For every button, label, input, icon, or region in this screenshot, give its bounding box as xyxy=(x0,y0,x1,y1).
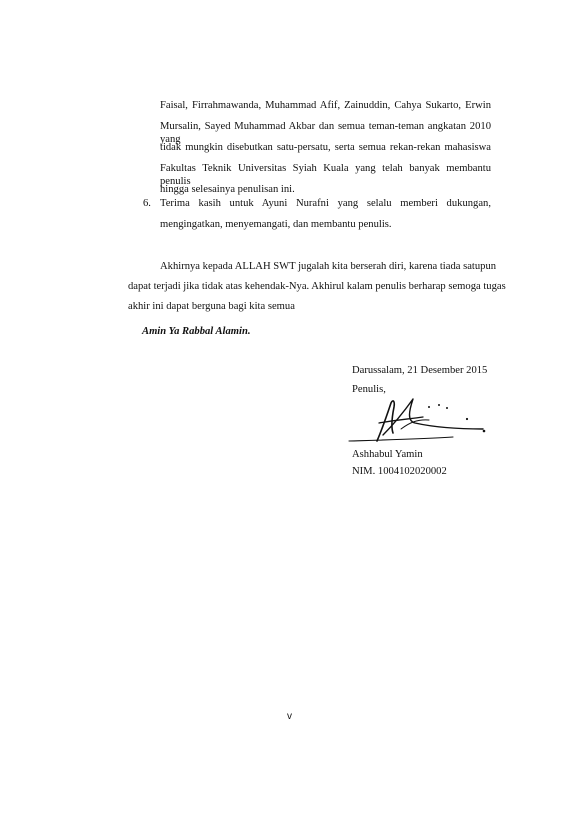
paragraph-line: Akhirnya kepada ALLAH SWT jugalah kita berserah diri, karena tiada satupun xyxy=(160,261,497,272)
list-line: Faisal, Firrahmawanda, Muhammad Afif, Zainuddin, Cahya Sukarto, Erwin xyxy=(160,100,491,111)
handwritten-signature xyxy=(343,393,488,445)
place-date: Darussalam, 21 Desember 2015 xyxy=(352,365,488,376)
list-line: mengingatkan, menyemangati, dan membantu penulis. xyxy=(160,219,392,230)
list-number: 6. xyxy=(143,198,151,209)
paragraph-line: dapat terjadi jika tidak atas kehendak-Nya. Akhirul kalam penulis berharap semoga tugas xyxy=(128,281,506,292)
list-line: hingga selesainya penulisan ini. xyxy=(160,184,295,195)
list-line: Mursalin, Sayed Muhammad Akbar dan semua teman-teman angkatan 2010 yang xyxy=(160,121,491,145)
author-role: Penulis, xyxy=(352,384,386,395)
student-id: NIM. 1004102020002 xyxy=(352,466,447,477)
author-name: Ashhabul Yamin xyxy=(352,449,423,460)
page-number: v xyxy=(287,711,292,722)
list-line: Terima kasih untuk Ayuni Nurafni yang selalu memberi dukungan, xyxy=(160,198,491,209)
list-line: Fakultas Teknik Universitas Syiah Kuala yang telah banyak membantu penulis xyxy=(160,163,491,187)
paragraph-line: akhir ini dapat berguna bagi kita semua xyxy=(128,301,295,312)
list-line: tidak mungkin disebutkan satu-persatu, serta semua rekan-rekan mahasiswa xyxy=(160,142,491,153)
closing-prayer: Amin Ya Rabbal Alamin. xyxy=(142,326,251,337)
